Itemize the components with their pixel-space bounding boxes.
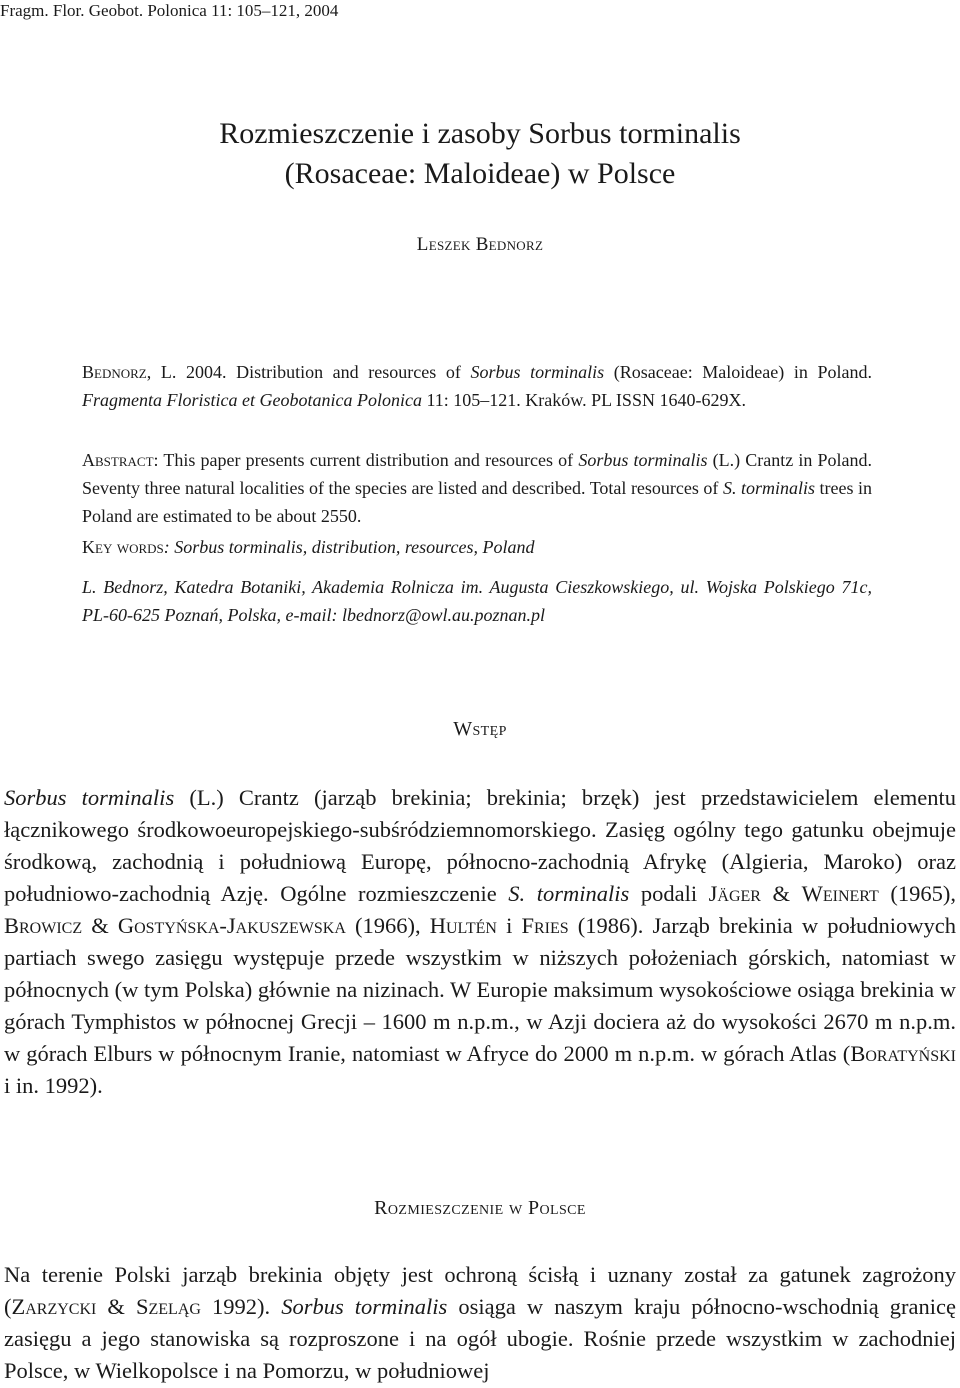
abstract: Abstract: This paper presents current distribution and resources of Sorbus torminalis (L.) Crantz in Poland. Seventy three natural localities of the species are listed and described. Total resources of S. torminalis trees in Poland are estimated to be about 2550. (82, 450, 873, 526)
intro-paragraph: Sorbus torminalis (L.) Crantz (jarząb brekinia; brekinia; brzęk) jest przedstawicielem elementu łącznikowego środkowoeuropejskiego-subśródziemnomorskiego. Zasięg ogólny tego gatunku obejmuje środkową, zachodnią i południową Europę, północno-zachodnią Afrykę (Algieria, Maroko) oraz południowo-zachodnią Azję. Ogólne rozmieszczenie S. torminalis podali Jäger & Weinert (1965), Browicz & Gostyńska-Jakuszewska (1966), Hultén i Fries (1986). Jarząb brekinia w południowych partiach swego zasięgu występuje przede wszystkim w niższych położeniach górskich, natomiast w północnych (w tym Polska) głównie na nizinach. W Europie maksimum wysokościowe osiąga brekinia w górach Tymphistos w północnej Grecji – 1600 m n.p.m., w Azji dociera aż do wysokości 2670 m n.p.m. w górach Elburs w północnym Iranie, natomiast w Afryce do 2000 m n.p.m. w górach Atlas (Boratyński i in. 1992). (4, 785, 956, 1098)
author-name: Leszek Bednorz (416, 234, 544, 255)
keywords: Key words: Sorbus torminalis, distribution, resources, Poland (82, 537, 535, 557)
author-address: L. Bednorz, Katedra Botaniki, Akademia Rolnicza im. Augusta Cieszkowskiego, ul. Wojska Polskiego 71c, PL-60-625 Poznań, Polska, e-mail: lbednorz@owl.au.poznan.pl (82, 577, 872, 625)
distribution-paragraph: Na terenie Polski jarząb brekinia objęty jest ochroną ścisłą i uznany został za gatunek zagrożony (Zarzycki & Szeląg 1992). Sorbus torminalis osiąga w naszym kraju północno-wschodnią granicę zasięgu a jego stanowiska są rozproszone i na ogół ubogie. Rośnie przede wszystkim w zachodniej Polsce, w Wielkopolsce i na Pomorzu, w południowej (4, 1262, 956, 1383)
article-title: Rozmieszczenie i zasoby Sorbus torminalis (219, 117, 741, 150)
citation: Bednorz, L. 2004. Distribution and resources of Sorbus torminalis (Rosaceae: Maloideae) in Poland. Fragmenta Floristica et Geobotanica Polonica 11: 105–121. Kraków. PL ISSN 1640-629X. (82, 362, 872, 410)
section-heading-intro: Wstęp (453, 718, 507, 740)
section-heading-distribution: Rozmieszczenie w Polsce (374, 1197, 586, 1219)
journal-reference: Fragm. Flor. Geobot. Polonica 11: 105–121, 2004 (0, 1, 339, 20)
article-title-line2: (Rosaceae: Maloideae) w Polsce (284, 157, 676, 190)
